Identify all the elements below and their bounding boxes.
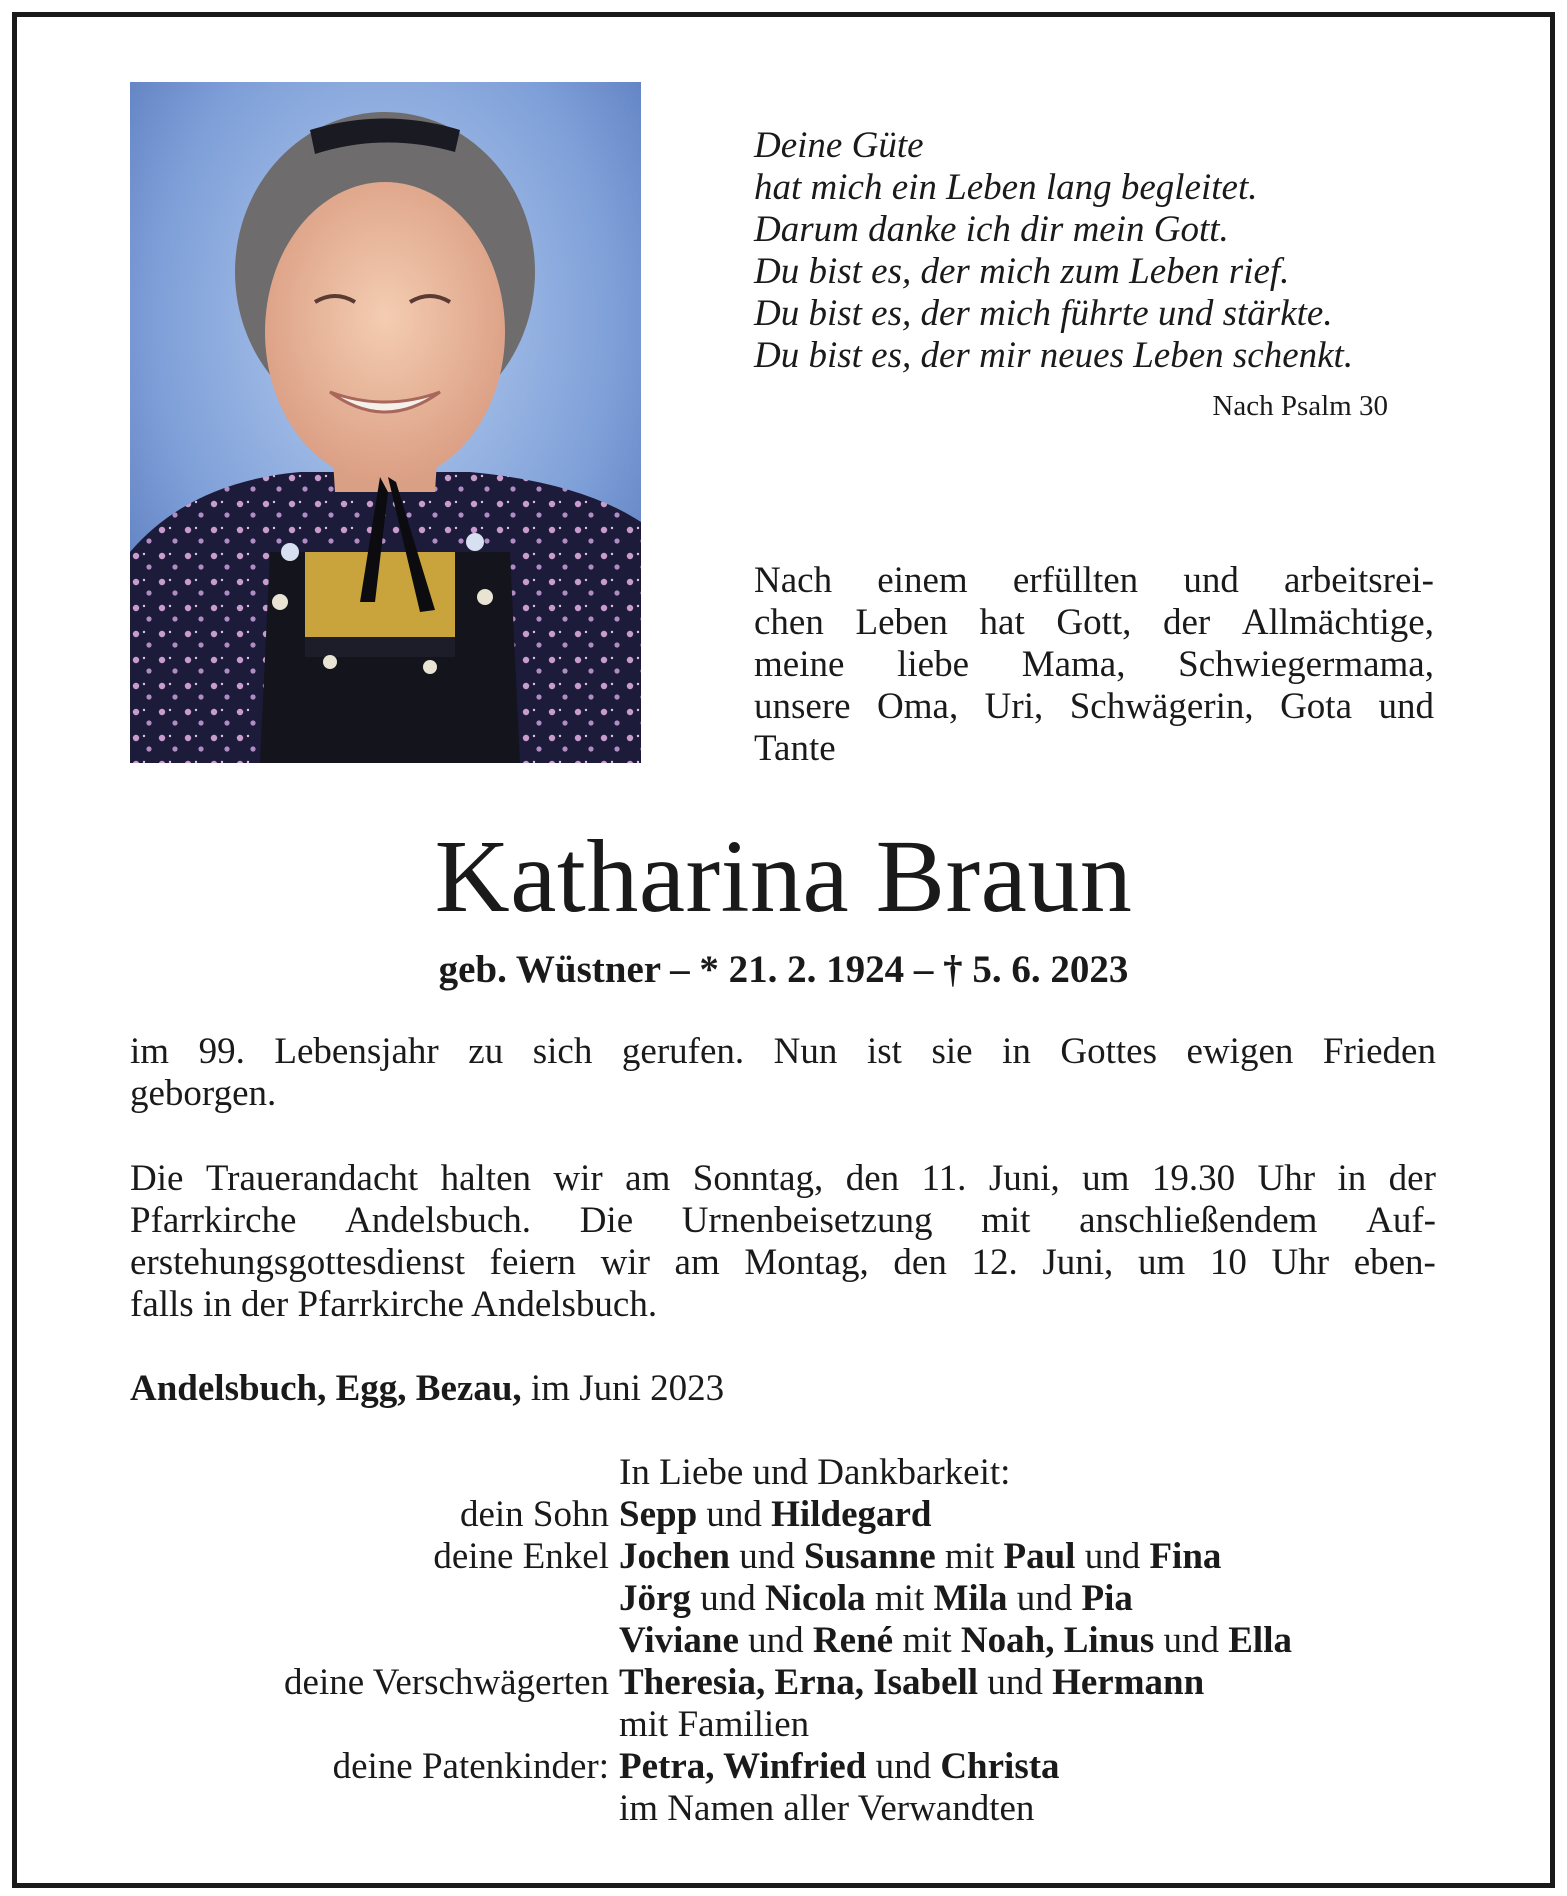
connector-text: und	[730, 1536, 804, 1577]
place-towns: Andelsbuch, Egg, Bezau,	[130, 1368, 522, 1409]
place-date	[130, 1368, 724, 1410]
word: ist	[866, 1031, 902, 1072]
intro-text	[754, 560, 1434, 770]
connector-text: mit	[935, 1536, 1004, 1577]
signature-row	[130, 1704, 1436, 1746]
relative-name: Hildegard	[771, 1494, 932, 1535]
relative-name: Fina	[1149, 1536, 1222, 1577]
death-date: † 5. 6. 2023	[943, 948, 1129, 991]
word: 11.	[921, 1158, 967, 1199]
word: Gott,	[1056, 602, 1132, 643]
signature-role	[130, 1620, 619, 1662]
connector-text: und	[1075, 1536, 1150, 1577]
relative-name: Pia	[1081, 1578, 1133, 1619]
relative-name: René	[812, 1620, 894, 1661]
word: Nach	[754, 560, 833, 601]
intro-line	[754, 602, 1434, 644]
word: Urnenbeisetzung	[681, 1200, 933, 1241]
signature-names	[619, 1536, 1221, 1578]
word: hat	[979, 602, 1025, 643]
connector-text: und	[1007, 1578, 1082, 1619]
connector-text: und	[697, 1494, 772, 1535]
connector-text: und	[690, 1578, 765, 1619]
word: unsere	[754, 686, 851, 727]
word: meine	[754, 644, 845, 685]
signature-block	[130, 1452, 1436, 1830]
connector-text: und	[866, 1746, 941, 1787]
paragraph-line	[130, 1242, 1436, 1284]
signature-role	[130, 1704, 619, 1746]
word: den	[893, 1242, 947, 1283]
signature-row	[130, 1620, 1436, 1662]
word: Auf-	[1366, 1200, 1436, 1241]
relative-name: Noah, Linus	[960, 1620, 1155, 1661]
connector-text: und	[1154, 1620, 1229, 1661]
portrait-photo	[130, 82, 641, 763]
relative-name: Viviane	[619, 1620, 739, 1661]
word: mit	[981, 1200, 1031, 1241]
word: Mama,	[1021, 644, 1126, 685]
paragraph-line: geborgen.	[130, 1073, 277, 1114]
word: den	[845, 1158, 900, 1199]
relative-name: Theresia, Erna, Isabell	[619, 1662, 979, 1703]
signature-role: dein Sohn	[459, 1494, 609, 1535]
connector-text: im Namen aller Verwandten	[619, 1788, 1035, 1829]
word: wir	[553, 1158, 603, 1199]
word: gerufen.	[621, 1031, 745, 1072]
relative-name: Sepp	[619, 1494, 698, 1535]
poem-line: Du bist es, der mich zum Leben rief.	[754, 251, 1290, 292]
word: Leben	[855, 602, 948, 643]
word: und	[1378, 686, 1434, 727]
word: Uhr	[1257, 1158, 1316, 1199]
word: der	[1162, 602, 1211, 643]
signature-names	[619, 1704, 809, 1746]
word: halten	[440, 1158, 531, 1199]
word: Nun	[773, 1031, 838, 1072]
word: sie	[931, 1031, 973, 1072]
paragraph-service	[130, 1158, 1436, 1326]
signature-names	[619, 1788, 1034, 1830]
word: Uri,	[984, 686, 1044, 727]
word: Uhr	[1271, 1242, 1330, 1283]
paragraph-line	[130, 1158, 1436, 1200]
word: Pfarrkirche	[130, 1200, 297, 1241]
word: Montag,	[744, 1242, 869, 1283]
word: chen	[754, 602, 824, 643]
word: sich	[532, 1031, 593, 1072]
connector-text: und	[978, 1662, 1053, 1703]
word: erfüllten	[1012, 560, 1139, 601]
separator: –	[670, 948, 690, 991]
relative-name: Petra, Winfried	[619, 1746, 867, 1787]
paragraph-line	[130, 1200, 1436, 1242]
word: 19.30	[1151, 1158, 1236, 1199]
paragraph-line	[130, 1031, 1436, 1073]
word: am	[674, 1242, 720, 1283]
relative-name: Susanne	[804, 1536, 936, 1577]
maiden-name: geb. Wüstner	[438, 948, 661, 991]
poem-line: Deine Güte	[754, 125, 924, 166]
word: Andelsbuch.	[345, 1200, 532, 1241]
signature-role	[130, 1788, 619, 1830]
word: eben-	[1353, 1242, 1436, 1283]
word: Frieden	[1322, 1031, 1436, 1072]
word: Gottes	[1060, 1031, 1157, 1072]
life-dates	[0, 947, 1567, 993]
place-month: im Juni 2023	[530, 1368, 725, 1409]
portrait-illustration	[130, 82, 641, 763]
signature-row	[130, 1578, 1436, 1620]
word: Allmächtige,	[1241, 602, 1434, 643]
connector-text: und	[738, 1620, 813, 1661]
signature-greeting: In Liebe und Dankbarkeit:	[619, 1452, 1011, 1493]
signature-row	[130, 1662, 1436, 1704]
signature-names	[619, 1578, 1133, 1620]
paragraph-passing	[130, 1031, 1436, 1115]
deceased-name: Katharina Braun	[434, 819, 1133, 934]
word: wir	[600, 1242, 650, 1283]
word: einem	[877, 560, 968, 601]
poem-source: Nach Psalm 30	[1212, 390, 1388, 422]
relative-name: Nicola	[764, 1578, 866, 1619]
word: im	[130, 1031, 170, 1072]
relative-name: Ella	[1228, 1620, 1292, 1661]
signature-greeting-row	[130, 1452, 1436, 1494]
intro-line	[754, 644, 1434, 686]
signature-names	[619, 1746, 1060, 1788]
word: Die	[130, 1158, 184, 1199]
connector-text: mit	[893, 1620, 961, 1661]
word: Gota	[1280, 686, 1353, 727]
word: anschließendem	[1079, 1200, 1318, 1241]
connector-text: mit	[865, 1578, 934, 1619]
word: Juni,	[988, 1158, 1060, 1199]
relative-name: Jochen	[619, 1536, 730, 1577]
paragraph-line: falls in der Pfarrkirche Andelsbuch.	[130, 1284, 658, 1325]
poem-line: hat mich ein Leben lang begleitet.	[754, 167, 1258, 208]
signature-role: deine Enkel	[433, 1536, 609, 1577]
signature-row	[130, 1746, 1436, 1788]
connector-text: mit Familien	[619, 1704, 810, 1745]
relative-name: Paul	[1003, 1536, 1076, 1577]
word: in	[1002, 1031, 1031, 1072]
intro-line	[754, 686, 1434, 728]
signature-names	[619, 1620, 1292, 1662]
word: in	[1337, 1158, 1367, 1199]
intro-line	[754, 560, 1434, 602]
poem-line: Darum danke ich dir mein Gott.	[754, 209, 1229, 250]
relative-name: Hermann	[1052, 1662, 1205, 1703]
intro-line: Tante	[754, 728, 836, 769]
word: Schwiegermama,	[1178, 644, 1434, 685]
word: ewigen	[1186, 1031, 1294, 1072]
signature-rows	[130, 1494, 1436, 1830]
word: 10	[1209, 1242, 1247, 1283]
word: 99.	[198, 1031, 245, 1072]
word: arbeitsrei-	[1284, 560, 1434, 601]
signature-role: deine Verschwägerten	[284, 1662, 609, 1703]
signature-row	[130, 1536, 1436, 1578]
word: erstehungsgottesdienst	[130, 1242, 466, 1283]
birth-date: * 21. 2. 1924	[699, 948, 905, 991]
word: liebe	[897, 644, 969, 685]
relative-name: Jörg	[619, 1578, 691, 1619]
word: und	[1183, 560, 1239, 601]
word: der	[1388, 1158, 1436, 1199]
word: feiern	[489, 1242, 576, 1283]
signature-row	[130, 1494, 1436, 1536]
word: um	[1137, 1242, 1186, 1283]
relative-name: Christa	[940, 1746, 1060, 1787]
word: am	[625, 1158, 671, 1199]
word: um	[1082, 1158, 1130, 1199]
signature-role	[130, 1578, 619, 1620]
word: Oma,	[877, 686, 959, 727]
signature-row	[130, 1788, 1436, 1830]
word: Sonntag,	[692, 1158, 824, 1199]
word: zu	[468, 1031, 504, 1072]
signature-names	[619, 1494, 932, 1536]
word: Die	[579, 1200, 634, 1241]
word: Juni,	[1042, 1242, 1114, 1283]
signature-names	[619, 1662, 1204, 1704]
relative-name: Mila	[933, 1578, 1008, 1619]
word: Schwägerin,	[1069, 686, 1254, 727]
word: Lebensjahr	[274, 1031, 439, 1072]
word: 12.	[971, 1242, 1018, 1283]
separator: –	[913, 948, 934, 991]
signature-role: deine Patenkinder:	[332, 1746, 609, 1787]
word: Trauerandacht	[205, 1158, 419, 1199]
poem-line: Du bist es, der mir neues Leben schenkt.	[754, 335, 1354, 376]
poem-line: Du bist es, der mich führte und stärkte.	[754, 293, 1333, 334]
poem-verse	[754, 125, 1394, 377]
